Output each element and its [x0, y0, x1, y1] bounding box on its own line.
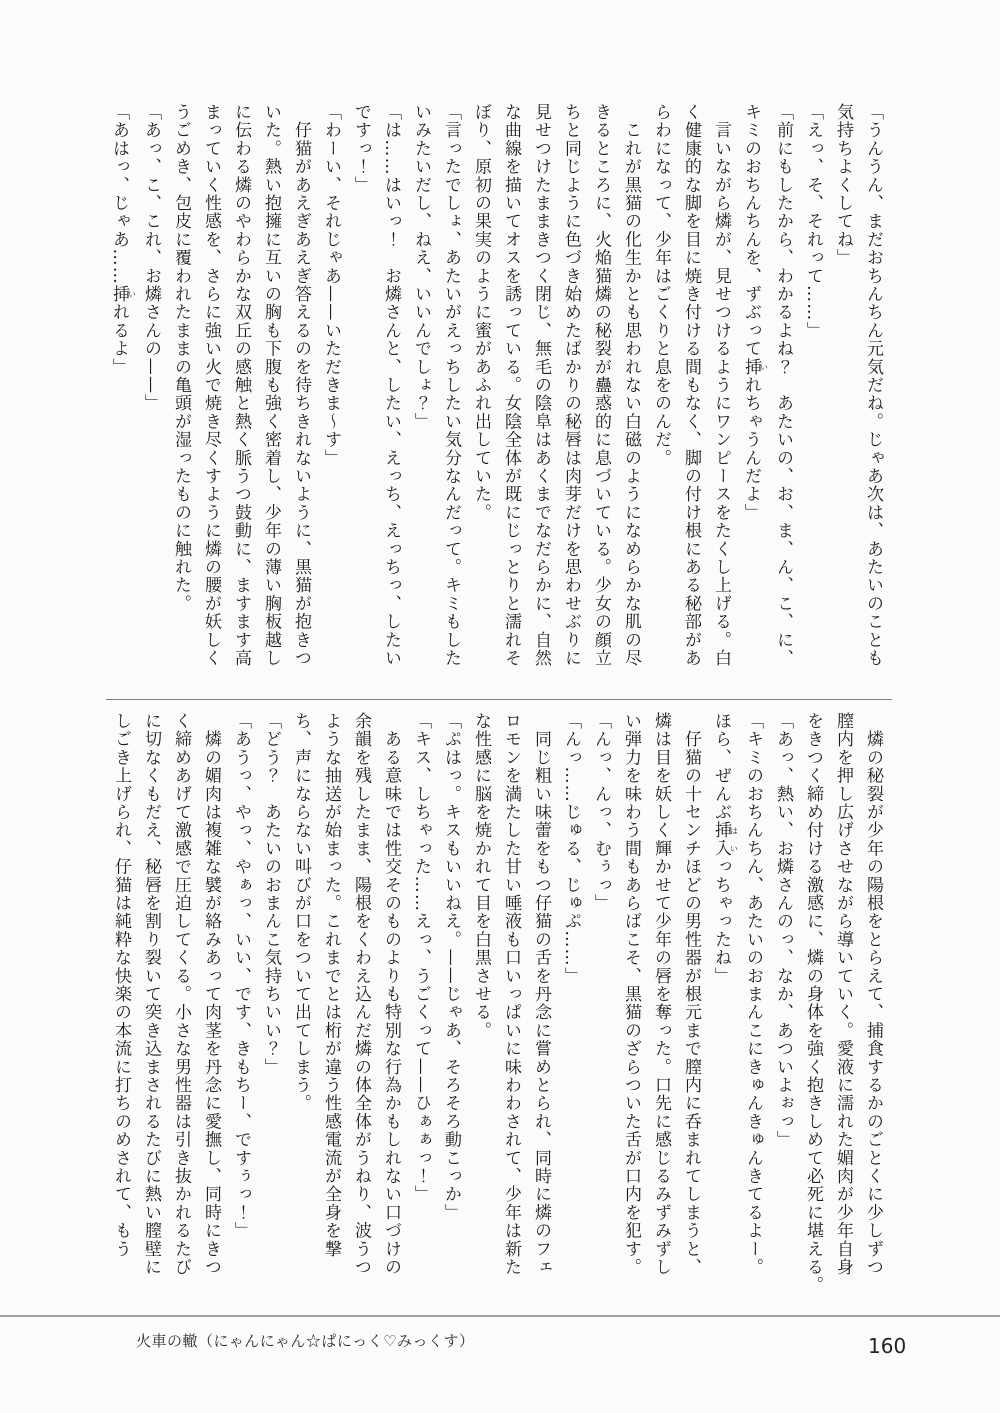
text-column: ぼり、原初の果実のように蜜があふれ出していた。	[471, 103, 491, 522]
text-column: いた。熱い抱擁に互いの胸も下腹も強く密着し、少年の薄い胸板越し	[261, 103, 281, 668]
text-column: 「キス、しちゃった……えっ、うごくって——ひぁぁっ！」	[411, 712, 431, 1204]
text-column: 同じ粗い味蕾をもつ仔猫の舌を丹念に嘗めとられ、同時に燐のフェ	[531, 712, 551, 1277]
text-column: ある意味では性交そのものよりも特別な行為かもしれない口づけの	[381, 712, 401, 1277]
text-column: 「あっ、熱い、お燐さんのっ、なか、あついよぉっ」	[773, 712, 793, 1149]
text-column: 「えっ、そ、それって……」	[803, 103, 823, 340]
text-column: いみたいだし、ねえ、いいんでしょ？」	[411, 103, 431, 431]
text-column: ち、声にならない叫びが口をついて出てしまう。	[291, 712, 311, 1113]
text-column: 「んっ、んっ、むぅっ」	[591, 712, 611, 913]
text-column: に切なくもだえ、秘唇を割り裂いて突き込まされるたびに熱い膣壁に	[141, 712, 161, 1277]
text-column: 「前にもしたから、わかるよね？ あたいの、お、ま、ん、こ、に、	[773, 103, 793, 668]
text-column: 「キミのおちんちん、あたいのおまんこにきゅんきゅんきてるよー。	[743, 712, 763, 1277]
text-column: 燐は目を妖しく輝かせて少年の唇を奪った。口先に感じるみずみずし	[651, 712, 671, 1277]
text-column: らわになって、少年はごくりと息をのんだ。	[651, 103, 671, 467]
text-column: これが黒猫の化生かとも思われない白磁のようになめらかな肌の尽	[621, 103, 641, 668]
bottom-text-block	[106, 712, 888, 1308]
text-column: 「どう？ あたいのおまんこ気持ちいい？」	[261, 712, 281, 1076]
text-column: 「あっ、こ、これ、お燐さんの——」	[141, 103, 161, 413]
text-column: く健康的な脚を目に焼き付ける間もなく、脚の付け根にある秘部があ	[681, 103, 701, 668]
text-column: 「わーい、それじゃあ——いただきま～す」	[321, 103, 341, 467]
text-column: ロモンを満たした甘い唾液も口いっぱいに味わわされて、少年は新た	[501, 712, 521, 1277]
footer-rule	[0, 1315, 1000, 1317]
text-column: をきつく締め付ける激感に、燐の身体を強く抱きしめて必死に堪える。	[803, 712, 823, 1295]
text-column: ちと同じように色づき始めたばかりの秘唇は肉芽だけを思わせぶりに	[561, 103, 581, 668]
text-column: 見せつけたままきつく閉じ、無毛の陰阜はあくまでなだらかに、自然	[531, 103, 551, 668]
text-column: まっていく性感を、さらに強い火で焼き尽くすように燐の腰が妖しく	[201, 103, 221, 668]
text-column: しごき上げられ、仔猫は純粋な快楽の本流に打ちのめされて、もう	[111, 712, 131, 1258]
text-column: 「は……はいっ！ お燐さんと、したい、えっち、えっちっ、したい	[381, 103, 401, 668]
text-column: ですっ！」	[351, 103, 371, 194]
text-column: 仔猫の十センチほどの男性器が根元まで膣内に呑まれてしまうと、	[681, 712, 701, 1277]
text-column: 「言ったでしょ、あたいがえっちしたい気分なんだって。キミもした	[441, 103, 461, 668]
section-divider-rule	[106, 699, 892, 700]
footer-title: 火車の轍（にゃんにゃん☆ぱにっく♡みっくす）	[136, 1332, 475, 1350]
text-column: 言いながら燐が、見せつけるようにワンピースをたくし上げる。白	[711, 103, 731, 668]
page-number: 160	[868, 1334, 907, 1358]
text-column: ほら、ぜんぶ挿入はいっちゃったね」	[711, 712, 739, 986]
text-column: 燐の秘裂が少年の陽根をとらえて、捕食するかのごとくに少しずつ	[863, 712, 883, 1277]
text-column: ような抽送が始まった。これまでとは桁が違う性感電流が全身を撃	[321, 712, 341, 1258]
text-column: 仔猫があえぎあえぎ答えるのを待ちきれないように、黒猫が抱きつ	[291, 103, 311, 668]
text-column: うごめき、包皮に覆われたままの亀頭が湿ったものに触れた。	[171, 103, 191, 613]
text-column: く締めあげて激感で圧迫してくる。小さな男性器は引き抜かれるたび	[171, 712, 191, 1277]
top-text-block	[106, 103, 888, 699]
text-column: 膣内を押し広げさせながら導いていく。愛液に濡れた媚肉が少年自身	[833, 712, 853, 1277]
text-column: 燐の媚肉は複雑な襞が絡みあって肉茎を丹念に愛撫し、同時にきつ	[201, 712, 221, 1277]
text-column: い弾力を味わう間もあらばこそ、黒猫のざらついた舌が口内を犯す。	[621, 712, 641, 1277]
text-column: 余韻を残したまま、陽根をくわえ込んだ燐の体全体がうねり、波うつ	[351, 712, 371, 1277]
text-column: な曲線を描いてオスを誘っている。女陰全体が既にじっとりと濡れそ	[501, 103, 521, 668]
text-column: 「んっ……じゅる、じゅぷ……」	[561, 712, 581, 985]
text-column: 「うんうん、まだおちんちん元気だね。じゃあ次は、あたいのことも	[863, 103, 883, 668]
text-column: に伝わる燐のやわらかな双丘の感触と熱く脈うつ鼓動に、ますます高	[231, 103, 251, 668]
text-column: 気持ちよくしてね」	[833, 103, 853, 267]
text-column: 「あはっ、じゃあ……挿いれるよ」	[109, 103, 137, 377]
text-column: きるところに、火焔猫燐の秘裂が蠱惑的に息づいている。少女の顔立	[591, 103, 611, 668]
text-column: キミのおちんちんを、ずぶって挿いれちゃうんだよ」	[741, 103, 769, 522]
text-column: な性感に脳を焼かれて目を白黒させる。	[471, 712, 491, 1040]
text-column: 「ぷはっ。キスもいいねえ。——じゃあ、そろそろ動こっか」	[441, 712, 461, 1222]
text-column: 「あうっ、やっ、やぁっ、いい、です、きもちー、ですぅっ！」	[231, 712, 251, 1240]
